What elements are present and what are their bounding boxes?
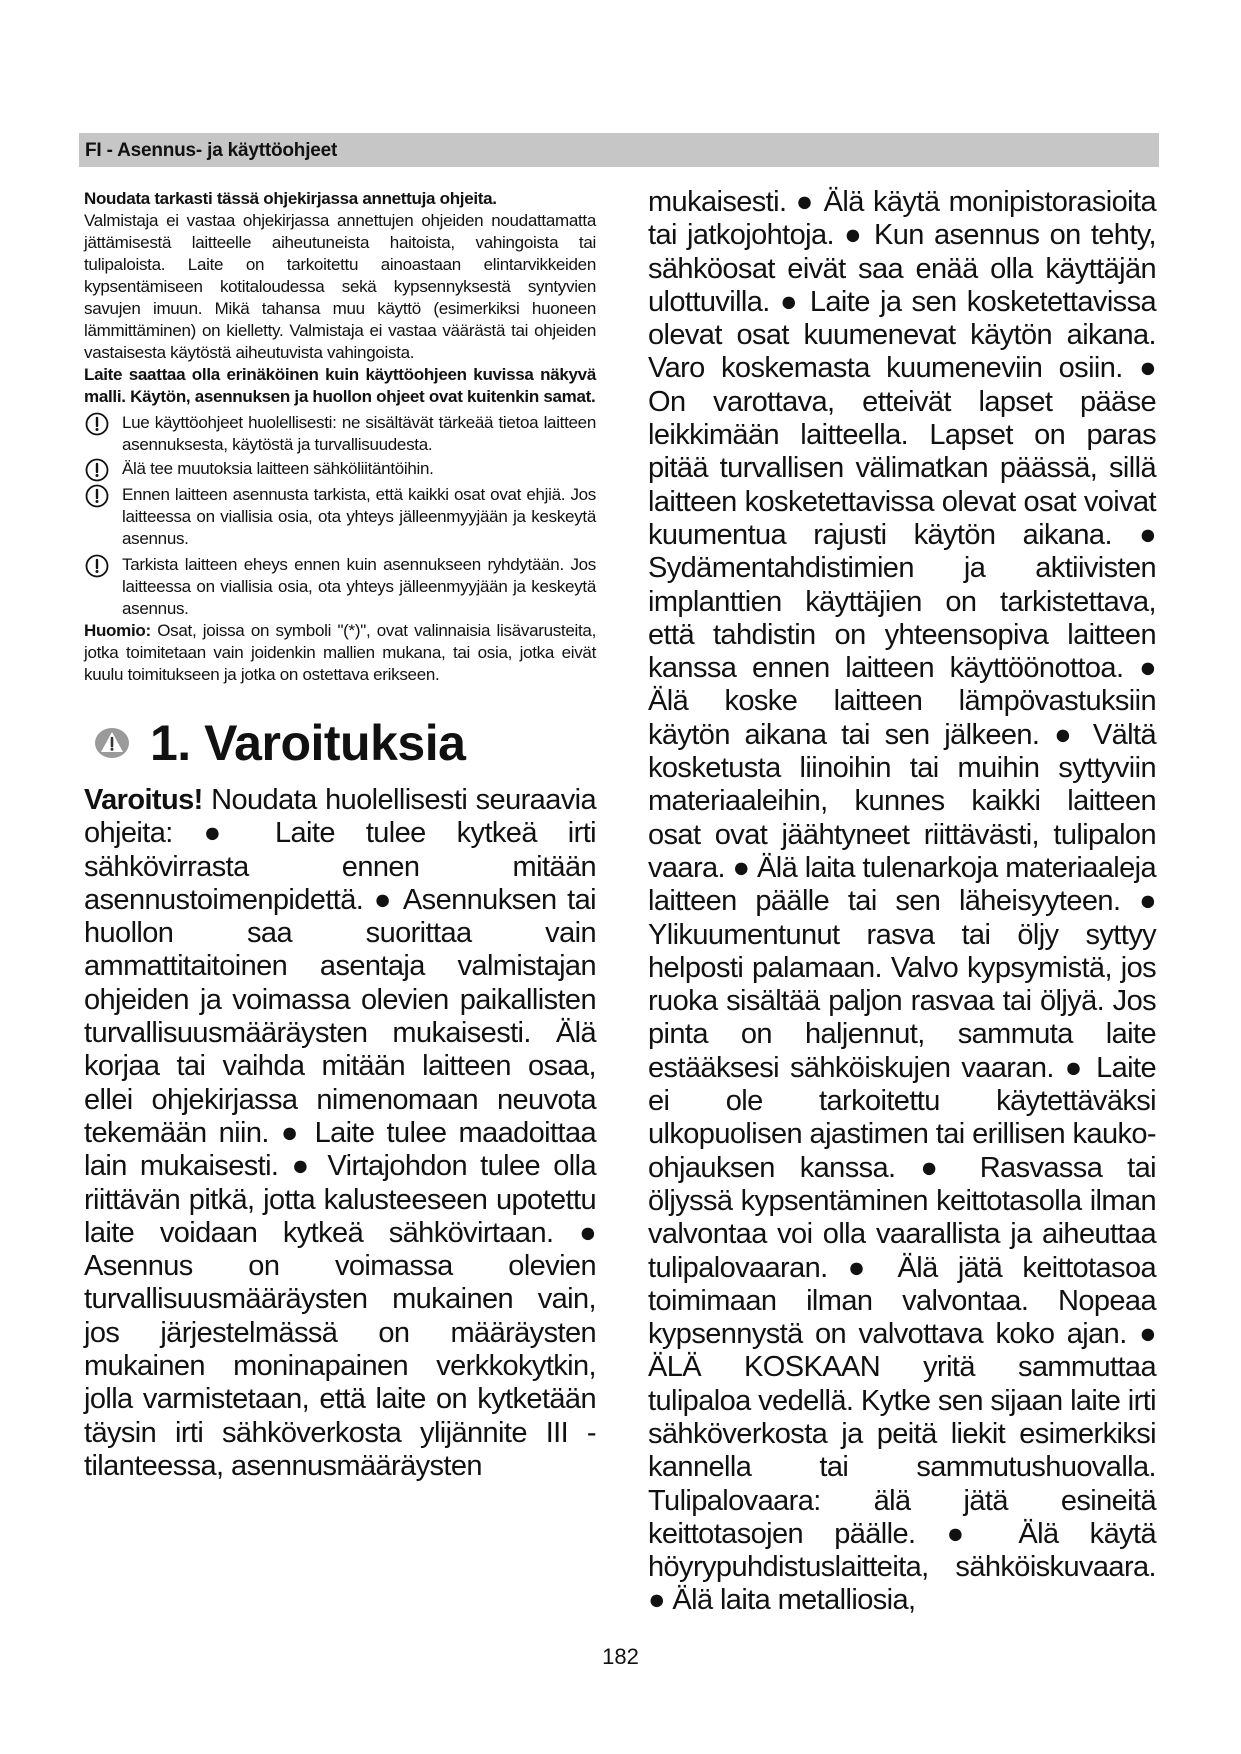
note-item	[84, 554, 596, 620]
huomio-paragraph	[84, 620, 596, 686]
warning-triangle-icon	[94, 725, 130, 761]
note-text: Tarkista laitteen eheys ennen kuin asennukseen ryhdytään. Jos laitteessa on viallisia osia, ota yhteys jälleenmyyjään ja keskeytä asennus.	[122, 555, 596, 618]
left-column	[84, 188, 596, 1483]
note-item	[84, 412, 596, 456]
header-title: FI - Asennus- ja käyttöohjeet	[85, 140, 338, 161]
intro-model-note: Laite saattaa olla erinäköinen kuin käyttöohjeen kuvissa näkyvä malli. Käytön, asennuksen ja huollon ohjeet ovat kuitenkin samat.	[84, 365, 596, 406]
intro-lead-text: Valmistaja ei vastaa ohjekirjassa annettujen ohjeiden noudattamatta jättämisestä laitteelle aiheutuneista haitoista, vahingoista tai tulipaloista. Laite on tarkoitettu ainoastaan elintarvikkeiden kypsentämiseen kotitaloudessa sekä kypsennyksestä syntyvien savujen imuun. Mikä tahansa muu käyttö (esimerkiksi huoneen lämmittäminen) on kielletty. Valmistaja ei vastaa väärästä tai ohjeiden vastaisesta käytöstä aiheutuvista vahingoista.	[84, 211, 596, 362]
section-right-text: mukaisesti. ● Älä käytä monipistorasioita tai jatkojohtoja. ● Kun asennus on tehty, sähköosat eivät saa enää olla käyttäjän ulottuvilla. ● Laite ja sen kosketettavissa olevat osat kuumenevat käytön aikana. Varo koskemasta kuumeneviin osiin. ● On varottava, etteivät lapset pääse leikkimään laitteella. Lapset on paras pitää turvallisen välimatkan päässä, sillä laitteen kosketettavissa olevat osat voivat kuumentua rajusti käytön aikana. ● Sydämentahdistimien ja aktiivisten implanttien käyttäjien on tarkistettava, että tahdistin on yhteensopiva laitteen kanssa ennen laitteen käyttöönottoa. ● Älä koske laitteen lämpövastuksiin käytön aikana tai sen jälkeen. ● Vältä kosketusta liinoihin tai muihin syttyviin materiaaleihin, kunnes kaikki laitteen osat ovat jäähtyneet riittävästi, tulipalon vaara. ● Älä laita tulenarkoja materiaaleja laitteen päälle tai sen läheisyyteen. ● Ylikuumentunut rasva tai öljy syttyy helposti palamaan. Valvo kypsymistä, jos ruoka sisältää paljon rasvaa tai öljyä. Jos pinta on haljennut, sammuta laite estääksesi sähköiskujen vaaran. ● Laite ei ole tarkoitettu käytettäväksi ulkopuolisen ajastimen tai erillisen kauko-ohjauksen kanssa. ● Rasvassa tai öljyssä kypsentäminen keittotasolla ilman valvontaa voi olla vaarallista ja aiheuttaa tulipalovaaran. ● Älä jätä keittotasoa toimimaan ilman valvontaa. Nopeaa kypsennystä on valvottava koko ajan. ● ÄLÄ KOSKAAN yritä sammuttaa tulipaloa vedellä. Kytke sen sijaan laite irti sähköverkosta ja peitä liekit esimerkiksi kannella tai sammutushuovalla. Tulipalovaara: älä jätä esineitä keittotasojen päälle. ● Älä käytä höyrypuhdistuslaitteita, sähköiskuvaara. ● Älä laita metalliosia,	[648, 186, 1156, 1617]
note-text: Lue käyttöohjeet huolellisesti: ne sisältävät tärkeää tietoa laitteen asennuksesta, käytöstä ja turvallisuudesta.	[122, 413, 596, 454]
warning-label: Varoitus!	[84, 784, 203, 816]
huomio-label: Huomio:	[84, 621, 151, 640]
right-column	[648, 186, 1156, 1618]
section-left-text	[84, 784, 596, 1483]
note-text: Älä tee muutoksia laitteen sähköliitäntöihin.	[122, 459, 434, 478]
page-header	[79, 133, 1159, 167]
attention-circle-icon	[84, 484, 110, 510]
section-left-body: Noudata huolellisesti seuraavia ohjeita: ● Laite tulee kytkeä irti sähkövirrasta ennen mitään asennustoimenpidettä. ● Asennuksen tai huollon saa suorittaa vain ammattitaitoinen asentaja valmistajan ohjeiden ja voimassa olevien paikallisten turvallisuusmääräysten mukaisesti. Älä korjaa tai vaihda mitään laitteen osaa, ellei ohjekirjassa nimenomaan neuvota tekemään niin. ● Laite tulee maadoittaa lain mukaisesti. ● Virtajohdon tulee olla riittävän pitkä, jotta kalusteeseen upotettu laite voidaan kytkeä sähkövirtaan. ● Asennus on voimassa olevien turvallisuusmääräysten mukainen vain, jos järjestelmässä on määräysten mukainen moninapainen verkkokytkin, jolla varmistetaan, että laite on kytketään täysin irti sähköverkosta ylijännite III -tilanteessa, asennusmääräysten	[84, 784, 596, 1482]
attention-circle-icon	[84, 412, 110, 438]
attention-circle-icon	[84, 554, 110, 580]
note-item	[84, 484, 596, 550]
intro-lead-bold: Noudata tarkasti tässä ohjekirjassa annettuja ohjeita.	[84, 189, 497, 208]
section-heading	[84, 716, 596, 770]
attention-circle-icon	[84, 458, 110, 484]
page-number: 182	[602, 1644, 639, 1669]
note-item	[84, 458, 596, 480]
note-text: Ennen laitteen asennusta tarkista, että kaikki osat ovat ehjiä. Jos laitteessa on viallisia osia, ota yhteys jälleenmyyjään ja keskeytä asennus.	[122, 485, 596, 548]
huomio-text: Osat, joissa on symboli "(*)", ovat valinnaisia lisävarusteita, jotka toimitetaan vain joidenkin mallien mukana, tai osia, jotka eivät kuulu toimitukseen ja jotka on ostettava erikseen.	[84, 621, 596, 684]
section-title: 1. Varoituksia	[150, 715, 466, 771]
